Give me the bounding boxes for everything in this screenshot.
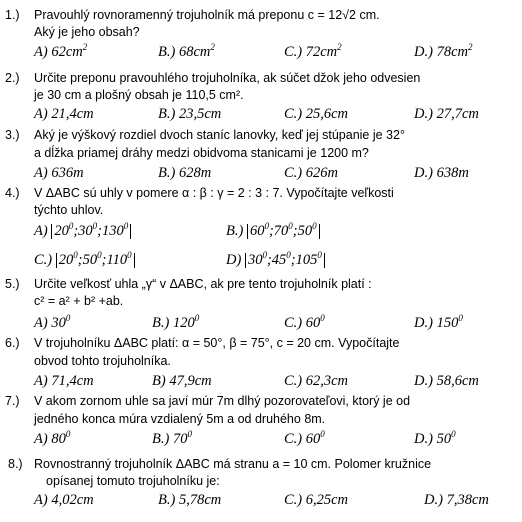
option-c[interactable]: C.) $60^0$ — [284, 313, 325, 331]
question-text-line: Rovnostranný trojuholník ΔABC má stranu a = 10 cm. Polomer kružnice — [34, 457, 432, 471]
option-b[interactable]: B.) $68cm^2$ — [158, 42, 215, 60]
option-b[interactable]: B.) 23,5cm — [158, 106, 222, 122]
option-d[interactable]: D.) $150^0$ — [414, 313, 463, 331]
question-text-line: Aký je výškový rozdiel dvoch staníc lanovky, keď jej stúpanie je 32° — [34, 128, 405, 142]
question-text-line: týchto uhlov. — [34, 203, 104, 217]
option-c[interactable]: C.) $72cm^2$ — [284, 42, 342, 60]
question-text-line: jedného konca múra vzdialený 5m a od druhého 8m. — [34, 412, 326, 426]
option-c[interactable]: C.) 6,25cm — [284, 492, 349, 508]
question-number: 2.) — [5, 71, 20, 85]
question-number: 8.) — [8, 457, 23, 471]
option-a[interactable]: A) 636m — [34, 165, 84, 181]
option-a[interactable]: A) 71,4cm — [34, 373, 94, 389]
question-text-line: Pravouhlý rovnoramenný trojuholník má preponu c = 12√2 cm. — [34, 8, 380, 22]
option-c[interactable]: C.) 626m — [284, 165, 338, 181]
option-b[interactable]: B.) $60^0;70^0;50^0$ — [226, 223, 320, 239]
option-b[interactable]: B.) $120^0$ — [152, 313, 200, 331]
question-text-line: a dĺžka priamej dráhy medzi obidvoma stanicami je 1200 m? — [34, 146, 369, 160]
option-a[interactable]: A) $30^0$ — [34, 313, 71, 331]
option-d[interactable]: D.) 27,7cm — [414, 106, 479, 122]
question-text-line: V ΔABC sú uhly v pomere α : β : γ = 2 : 3 : 7. Vypočítajte veľkosti — [34, 186, 394, 200]
option-a[interactable]: A) 21,4cm — [34, 106, 94, 122]
question-text-line: c² = a² + b² +ab. — [34, 294, 124, 308]
question-number: 7.) — [5, 394, 20, 408]
option-d[interactable]: D.) $78cm^2$ — [414, 42, 473, 60]
question-text-line: V akom zornom uhle sa javí múr 7m dlhý pozorovateľovi, ktorý je od — [34, 394, 411, 408]
option-a[interactable]: A) $20^0;30^0;130^0$ — [34, 223, 131, 239]
question-number: 1.) — [5, 8, 20, 22]
option-c[interactable]: C.) $20^0;50^0;110^0$ — [34, 252, 135, 268]
option-d[interactable]: D) $30^0;45^0;105^0$ — [226, 252, 325, 268]
option-a[interactable]: A) 4,02cm — [34, 492, 94, 508]
question-text-line: Určite preponu pravouhlého trojuholníka, ak súčet džok jeho odvesien — [34, 71, 421, 85]
question-text-line: opísanej tomuto trojuholníku je: — [46, 474, 220, 488]
option-d[interactable]: D.) $50^0$ — [414, 429, 456, 447]
question-text-line: je 30 cm a plošný obsah je 110,5 cm². — [34, 88, 244, 102]
question-number: 5.) — [5, 277, 20, 291]
option-b[interactable]: B.) 5,78cm — [158, 492, 222, 508]
option-c[interactable]: C.) 62,3cm — [284, 373, 349, 389]
option-d[interactable]: D.) 638m — [414, 165, 469, 181]
question-number: 3.) — [5, 128, 20, 142]
option-c[interactable]: C.) 25,6cm — [284, 106, 349, 122]
option-d[interactable]: D.) 7,38cm — [424, 492, 489, 508]
option-b[interactable]: B) 47,9cm — [152, 373, 212, 389]
question-text-line: Určite veľkosť uhla „γ“ v ΔABC, ak pre tento trojuholník platí : — [34, 277, 372, 291]
option-c[interactable]: C.) $60^0$ — [284, 429, 325, 447]
option-b[interactable]: B.) 628m — [158, 165, 212, 181]
question-number: 6.) — [5, 336, 20, 350]
question-text-line: V trojuholníku ΔABC platí: α = 50°, β = 75°, c = 20 cm. Vypočítajte — [34, 336, 400, 350]
option-b[interactable]: B.) $70^0$ — [152, 429, 192, 447]
question-text-line: obvod tohto trojuholníka. — [34, 354, 171, 368]
question-text-line: Aký je jeho obsah? — [34, 25, 140, 39]
question-number: 4.) — [5, 186, 20, 200]
option-a[interactable]: A) $80^0$ — [34, 429, 71, 447]
option-d[interactable]: D.) 58,6cm — [414, 373, 479, 389]
option-a[interactable]: A) $62cm^2$ — [34, 42, 88, 60]
